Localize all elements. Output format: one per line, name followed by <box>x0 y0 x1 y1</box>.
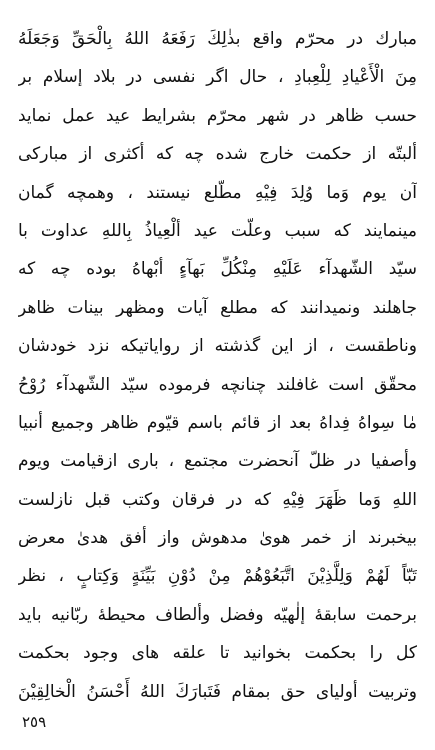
text-line-8: جاهلند ونميدانند كه مطلع آيات ومظهر بينات ظاهر <box>18 297 417 318</box>
text-line-3: حسب ظاهر در شهر محرّم بشرايط عيد عمل نمايد <box>18 105 417 126</box>
text-line-12: وأصفيا در ظلّ آنحضرت مجتمع ، بارى ازقيامت ويوم <box>18 451 417 472</box>
text-line-2: مِنَ الْأَعْيادِ لِلْعِبادِ ، حال اگر نفسى در بلاد إسلام بر <box>18 67 417 88</box>
text-line-11: مٰا سِواهُ فِداهُ بعد از قائم باسم قيّوم ظاهر وجميع أنبيا <box>18 412 417 433</box>
text-line-14: بيخبرند از خمر هوىٰ مدهوش واز أفق هدىٰ معرض <box>18 528 417 549</box>
text-line-17: كل را بحكمت بخوانيد تا علقه هاى وجود بحكمت <box>18 643 417 664</box>
text-line-6: مينمايند كه سبب وعلّت عيد ألْعِياذُ بِاللهِ عداوت با <box>18 220 417 241</box>
page-number: ٢٥٩ <box>22 713 47 731</box>
text-line-16: برحمت سابقهٔ إلٰهيّه وفضل وألطاف محيطهٔ ربّانيه بايد <box>18 604 417 625</box>
text-line-4: ألبتّه از حكمت خارج شده چه كه أكثرى از مباركى <box>18 144 417 165</box>
body-text <box>18 20 417 711</box>
text-line-18: وتربيت أولياى حق بمقام فَتَبارَكَ اللهُ أَحْسَنُ الْخالِقِيْنَ <box>18 681 417 702</box>
text-line-15: تَبّاً لَهُمْ وَلِلَّذِيْنَ اتَّبَعُوْهُمْ مِنْ دُوْنِ بَيِّنَةٍ وَكِتابٍ ، نظر <box>18 566 417 587</box>
text-line-9: وناطقست ، از اين گذشته از رواياتيكه نزد خودشان <box>18 336 417 357</box>
text-line-10: محقّق است غافلند چنانچه فرموده سيّد الشّهدآء رُوْحُ <box>18 374 417 395</box>
text-line-7: سيّد الشّهدآء عَلَيْهِ مِنْكُلِّ بَهآءٍ أبْهاهُ بوده چه كه <box>18 259 417 280</box>
text-line-5: آن يوم وَما وُلِدَ فِيْهِ مطّلع نيستند ، وهمچه گمان <box>18 182 417 203</box>
text-line-13: اللهِ وَما ظَهَرَ فِيْهِ كه در فرقان وكتب قبل نازلست <box>18 489 417 510</box>
text-line-1: مبارك در محرّم واقع بذٰلِكَ رَفَعَهُ اللهُ بِالْحَقِّ وَجَعَلَهُ <box>18 29 417 49</box>
